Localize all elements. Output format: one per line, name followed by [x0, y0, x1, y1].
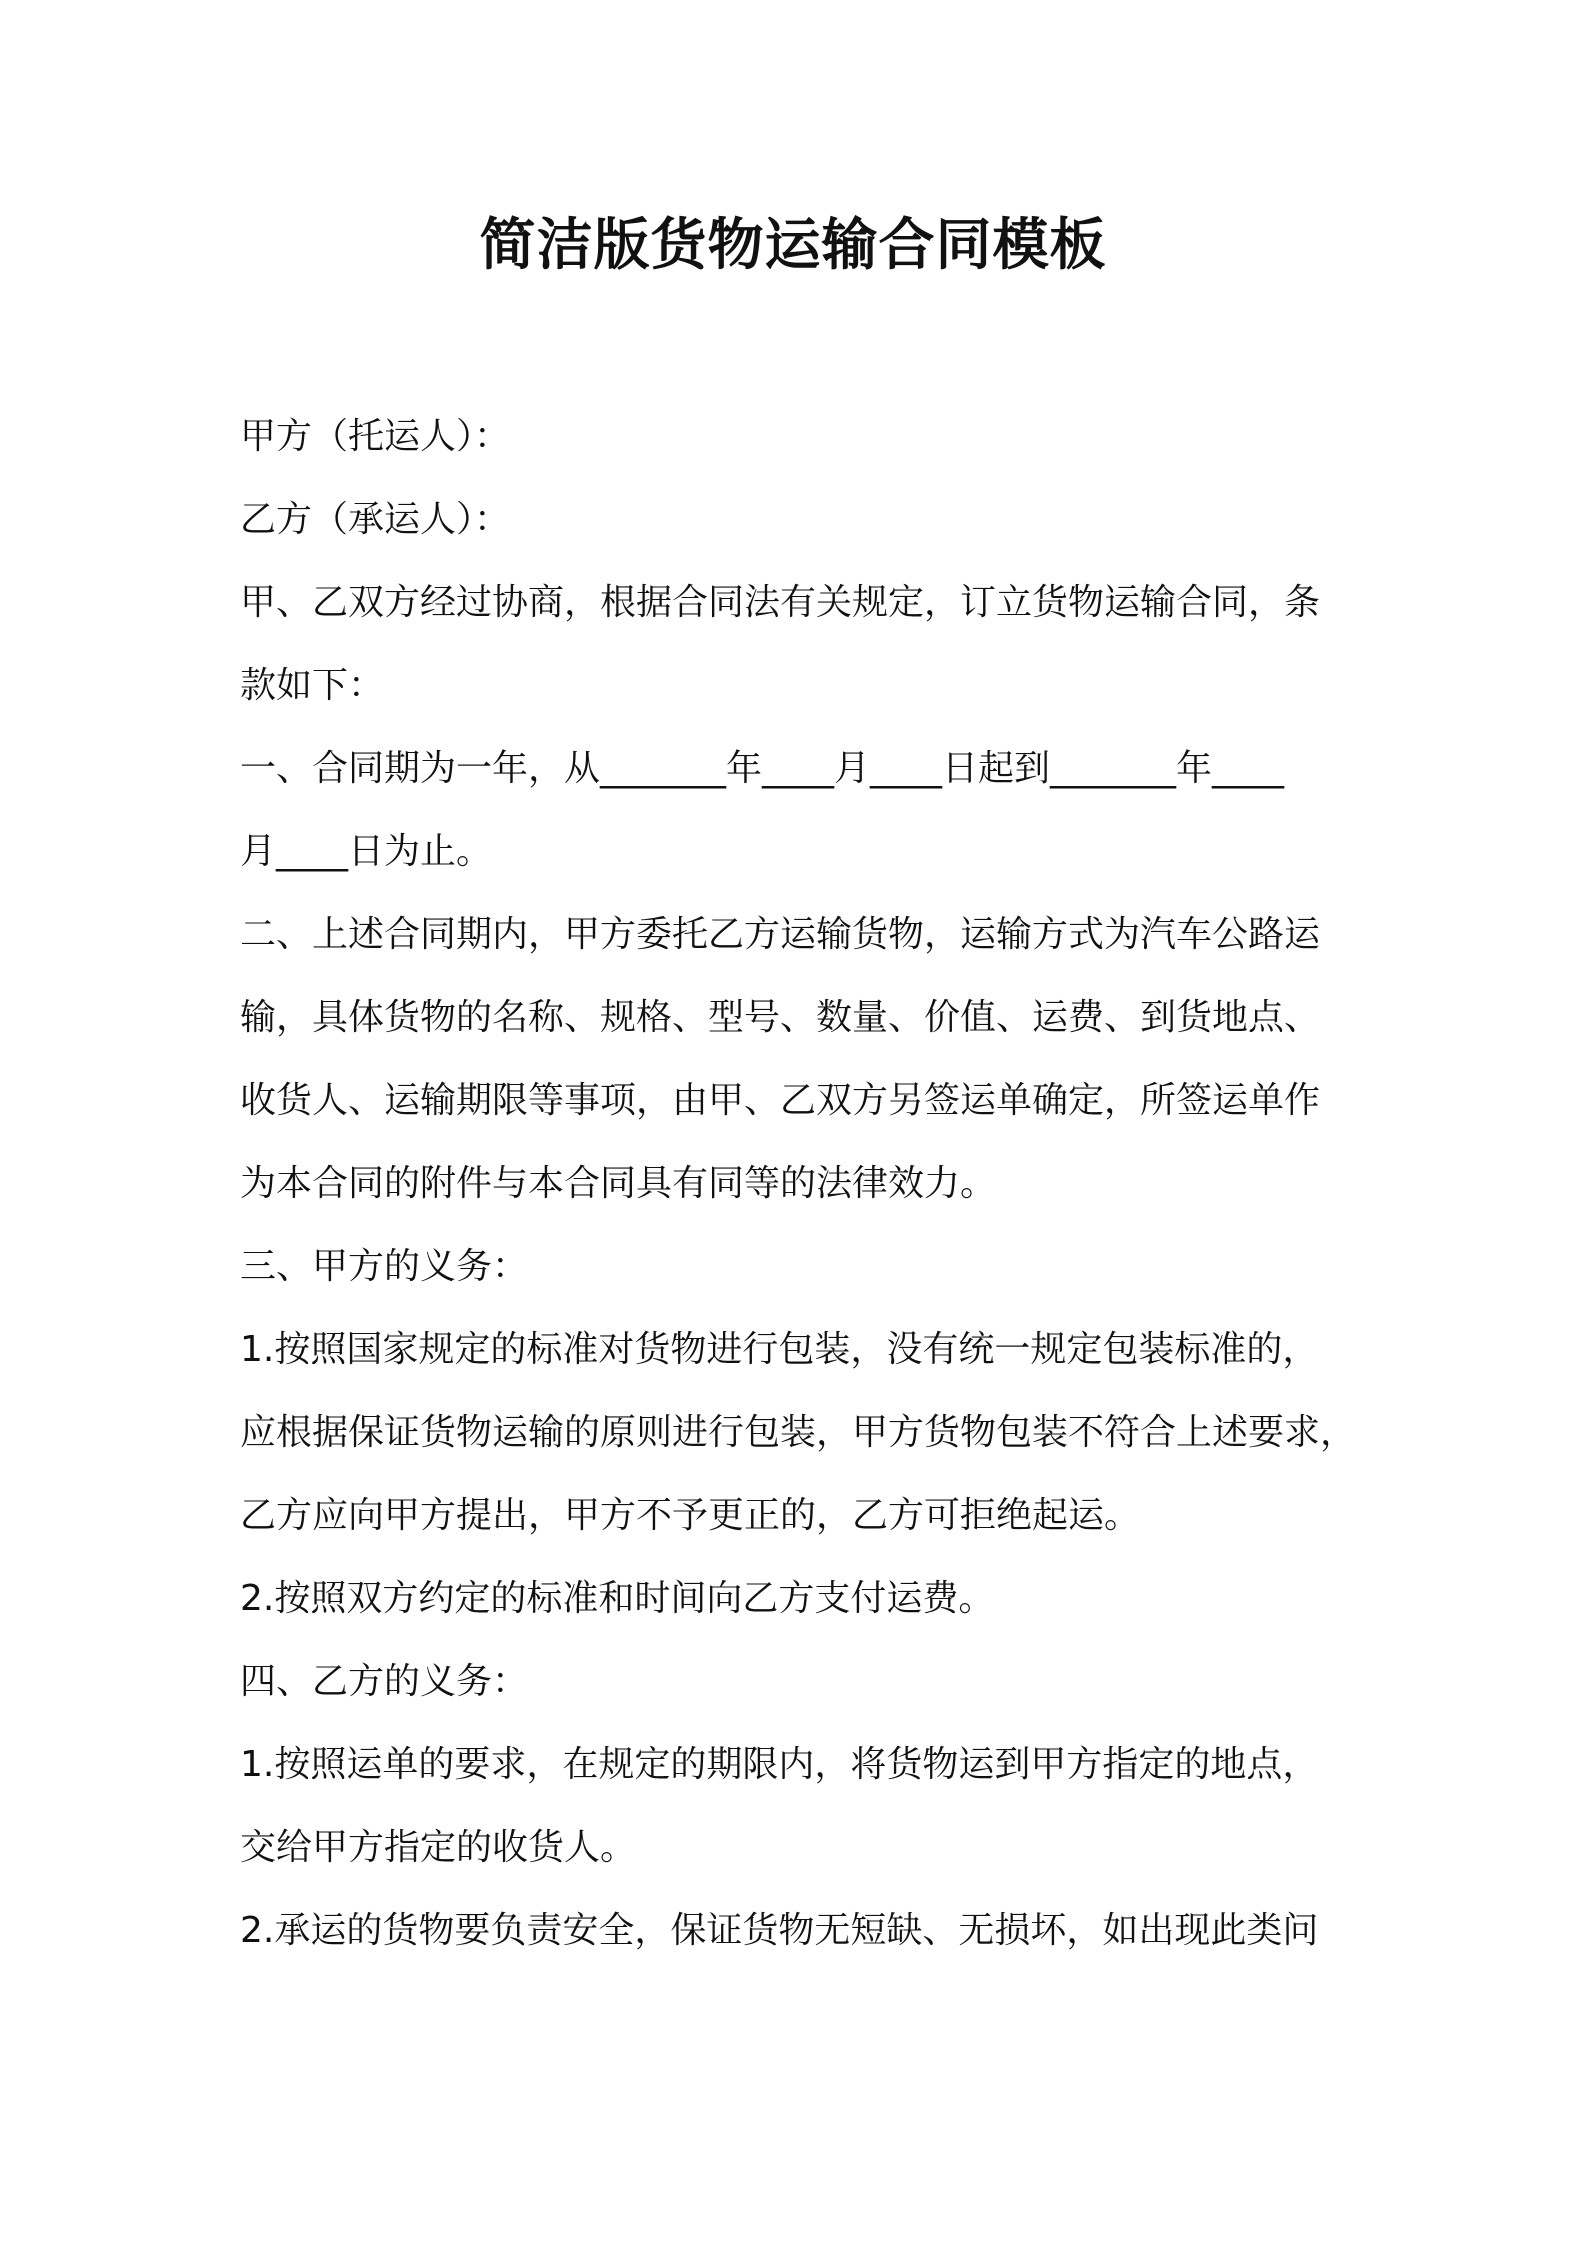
clause-3-1-line: 乙方应向甲方提出，甲方不予更正的，乙方可拒绝起运。: [240, 1495, 1141, 1536]
clause-2-line: 收货人、运输期限等事项，由甲、乙双方另签运单确定，所签运单作: [240, 1080, 1321, 1121]
clause-3-2-line: 2.按照双方约定的标准和时间向乙方支付运费。: [240, 1578, 995, 1619]
clause-2-line: 二、上述合同期内，甲方委托乙方运输货物，运输方式为汽车公路运: [240, 914, 1321, 955]
clause-1-line: 月____日为止。: [240, 831, 493, 872]
clause-2-line: 输，具体货物的名称、规格、型号、数量、价值、运费、到货地点、: [240, 997, 1321, 1038]
section-3-heading: 三、甲方的义务：: [240, 1246, 529, 1287]
clause-1-line: 一、合同期为一年，从_______年____月____日起到_______年____: [240, 748, 1285, 789]
section-4-heading: 四、乙方的义务：: [240, 1661, 529, 1702]
contract-body: [240, 407, 1380, 1984]
party-a-line: 甲方（托运人）：: [240, 416, 511, 457]
clause-2-line: 为本合同的附件与本合同具有同等的法律效力。: [240, 1163, 997, 1204]
document-title: 简洁版货物运输合同模板: [479, 213, 1107, 278]
clause-4-1-line: 1.按照运单的要求，在规定的期限内，将货物运到甲方指定的地点，: [240, 1744, 1319, 1785]
clause-3-1-line: 应根据保证货物运输的原则进行包装，甲方货物包装不符合上述要求，: [240, 1412, 1357, 1453]
clause-4-1-line: 交给甲方指定的收货人。: [240, 1827, 637, 1868]
clause-3-1-line: 1.按照国家规定的标准对货物进行包装，没有统一规定包装标准的，: [240, 1329, 1319, 1370]
preamble-line: 款如下：: [240, 665, 385, 706]
party-b-line: 乙方（承运人）：: [240, 499, 511, 540]
preamble-line: 甲、乙双方经过协商，根据合同法有关规定，订立货物运输合同，条: [240, 582, 1321, 623]
clause-4-2-line: 2.承运的货物要负责安全，保证货物无短缺、无损坏，如出现此类问: [240, 1910, 1319, 1951]
